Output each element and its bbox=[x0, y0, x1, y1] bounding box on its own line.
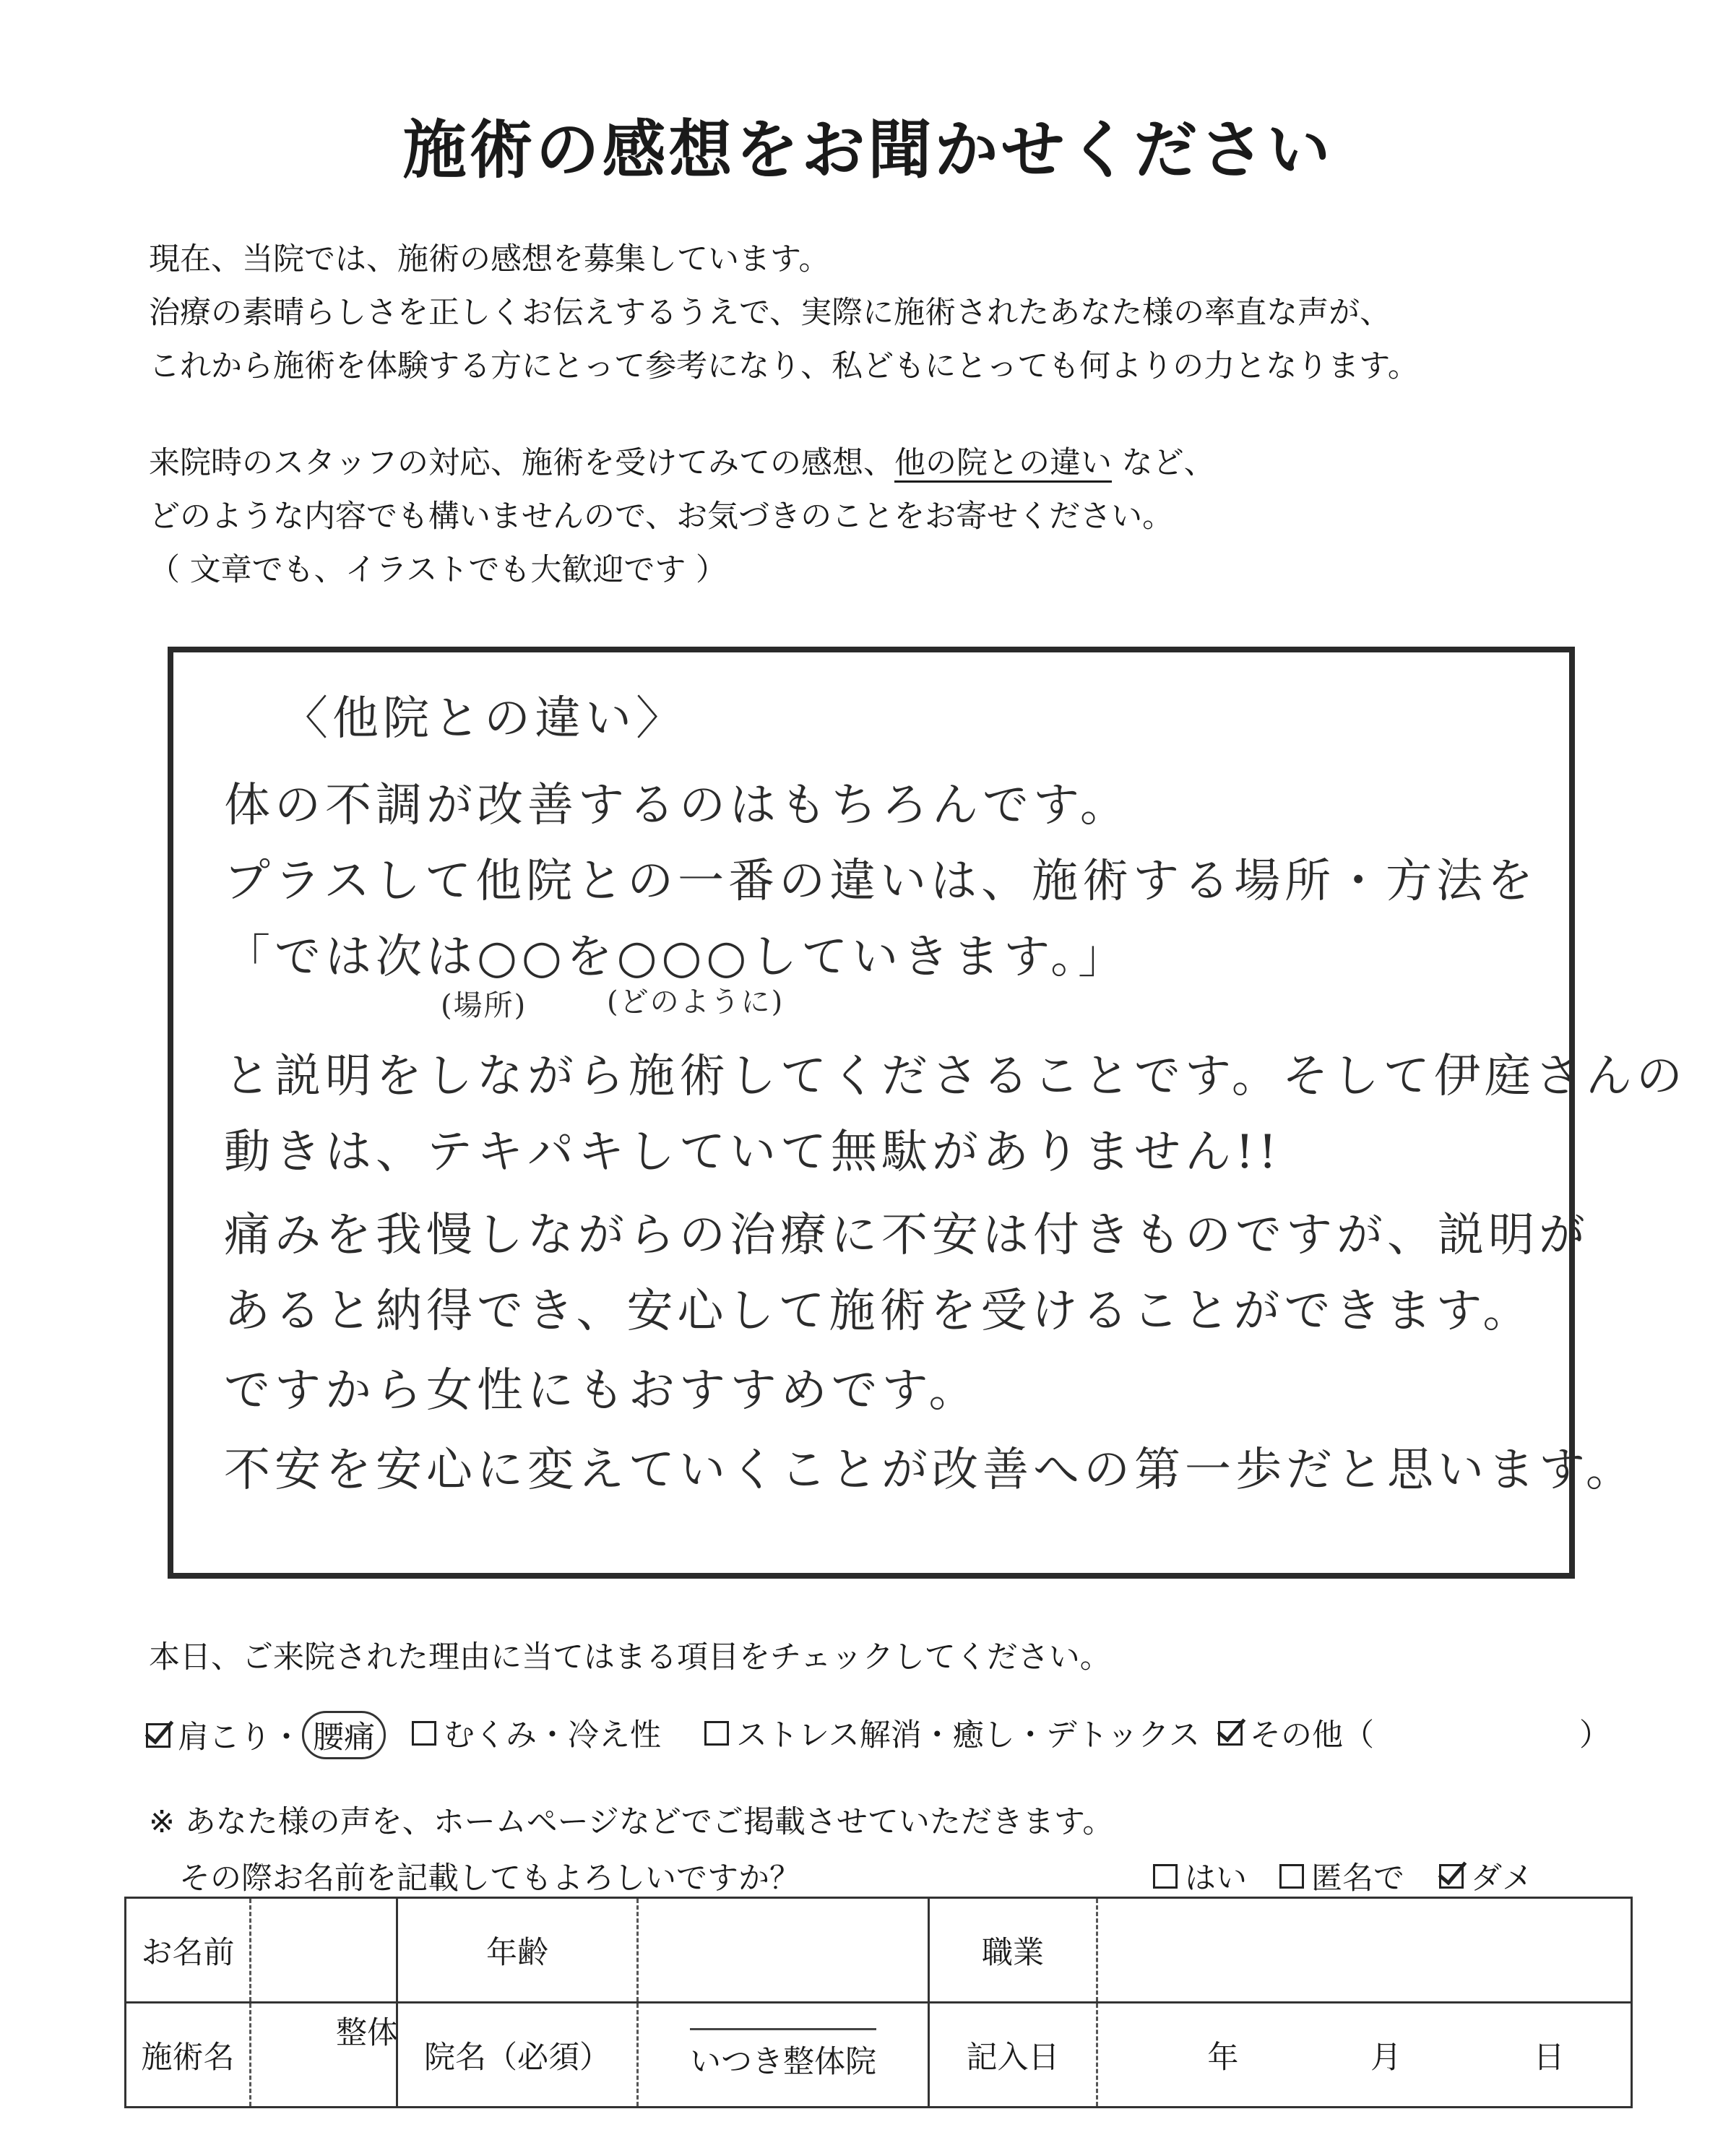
page-title: 施術の感想をお聞かせください bbox=[402, 113, 1334, 187]
checkbox-checked-icon[interactable] bbox=[1218, 1721, 1243, 1746]
checkbox-icon[interactable] bbox=[1153, 1864, 1178, 1889]
checkbox-icon[interactable] bbox=[704, 1721, 729, 1746]
comment-note-how: (どのように) bbox=[607, 985, 785, 1019]
job-label: 職業 bbox=[929, 1898, 1097, 2003]
reason-option-swelling[interactable] bbox=[412, 1711, 661, 1755]
clinic-value: いつき整体院 bbox=[690, 2028, 876, 2082]
checkbox-icon[interactable] bbox=[412, 1721, 436, 1746]
comment-line: ですから女性にもおすすめです。 bbox=[224, 1364, 980, 1418]
comment-line: 「では次は○○を○○○していきます。」 bbox=[224, 931, 1129, 984]
reason-option-other[interactable] bbox=[1218, 1711, 1374, 1755]
intro-line-4 bbox=[149, 436, 1215, 490]
reason-prompt: 本日、ご来院された理由に当てはまる項目をチェックしてください。 bbox=[149, 1639, 1111, 1675]
reason-checkbox-row bbox=[0, 1711, 1736, 1754]
name-field[interactable] bbox=[251, 1898, 397, 2003]
publish-note: ※ あなた様の声を、ホームページなどでご掲載させていただきます。 bbox=[149, 1804, 1114, 1840]
reason-option-label: その他（ bbox=[1250, 1717, 1374, 1754]
comment-line: 痛みを我慢しながらの治療に不安は付きものですが、説明が bbox=[224, 1209, 1589, 1262]
checkbox-checked-icon[interactable] bbox=[146, 1723, 170, 1748]
intro-paragraph-1 bbox=[149, 233, 1419, 393]
date-label: 記入日 bbox=[929, 2003, 1097, 2108]
other-close-paren: ） bbox=[1579, 1717, 1610, 1754]
date-day: 日 bbox=[1533, 2039, 1565, 2076]
consent-option-yes[interactable] bbox=[1153, 1854, 1247, 1898]
comment-box bbox=[168, 647, 1687, 1579]
treatment-value: 整体 bbox=[336, 2014, 398, 2051]
date-month: 月 bbox=[1370, 2039, 1402, 2076]
comment-line: 不安を安心に変えていくことが改善への第一歩だと思います。 bbox=[224, 1444, 1636, 1497]
comment-line: あると納得でき、安心して施術を受けることができます。 bbox=[224, 1285, 1534, 1338]
clinic-label: 院名（必須） bbox=[397, 2003, 638, 2108]
checkbox-icon[interactable] bbox=[1279, 1864, 1304, 1889]
comment-line: 体の不調が改善するのはもちろんです。 bbox=[224, 779, 1131, 832]
intro-line-1: 現在、当院では、施術の感想を募集しています。 bbox=[149, 241, 830, 277]
publish-question: その際お名前を記載してもよろしいですか？ bbox=[179, 1860, 800, 1897]
clinic-field[interactable] bbox=[638, 2003, 929, 2108]
reason-option-label: 肩こり・ bbox=[178, 1720, 302, 1756]
intro-line-4-a: 来院時のスタッフの対応、施術を受けてみての感想、 bbox=[149, 445, 894, 481]
info-table bbox=[124, 1897, 1633, 2108]
name-label: お名前 bbox=[126, 1898, 251, 2003]
comment-line: プラスして他院との一番の違いは、施術する場所・方法を bbox=[224, 855, 1538, 908]
intro-line-2: 治療の素晴らしさを正しくお伝えするうえで、実際に施術されたあなた様の率直な声が、 bbox=[149, 295, 1391, 331]
date-field[interactable] bbox=[1097, 2003, 1632, 2108]
comment-line: 動きは、テキパキしていて無駄がありません!! bbox=[224, 1126, 1282, 1179]
comment-line: と説明をしながら施術してくださることです。そして伊庭さんの bbox=[224, 1050, 1687, 1103]
reason-option-label: むくみ・冷え性 bbox=[444, 1717, 661, 1754]
comment-heading: 〈他院との違い〉 bbox=[282, 692, 686, 746]
reason-option-stress[interactable] bbox=[704, 1711, 1200, 1755]
age-label: 年齢 bbox=[397, 1898, 638, 2003]
date-year: 年 bbox=[1207, 2039, 1239, 2076]
reason-option-stiff-shoulder[interactable] bbox=[146, 1711, 386, 1759]
reason-option-label: ストレス解消・癒し・デトックス bbox=[736, 1717, 1200, 1754]
comment-note-place: (場所) bbox=[441, 989, 527, 1022]
job-field[interactable] bbox=[1097, 1898, 1632, 2003]
treatment-field[interactable] bbox=[251, 2003, 397, 2108]
intro-line-4-underlined: 他の院との違い bbox=[894, 445, 1112, 481]
intro-line-4-b: など、 bbox=[1121, 445, 1215, 481]
consent-option-label: ダメ bbox=[1471, 1860, 1533, 1897]
info-row bbox=[126, 2003, 1632, 2108]
consent-option-label: はい bbox=[1185, 1860, 1247, 1897]
checkbox-checked-icon[interactable] bbox=[1439, 1864, 1464, 1889]
age-field[interactable] bbox=[638, 1898, 929, 2003]
intro-line-6: （ 文章でも、イラストでも大歓迎です ） bbox=[149, 552, 727, 588]
intro-line-5: どのような内容でも構いませんので、お気づきのことをお寄せください。 bbox=[149, 499, 1174, 535]
intro-line-3: これから施術を体験する方にとって参考になり、私どもにとっても何よりの力となります。 bbox=[149, 348, 1419, 384]
consent-option-no[interactable] bbox=[1439, 1854, 1533, 1898]
reason-option-circled-label: 腰痛 bbox=[302, 1711, 386, 1759]
intro-paragraph-2 bbox=[149, 436, 1215, 597]
consent-option-anonymous[interactable] bbox=[1279, 1854, 1404, 1898]
info-row bbox=[126, 1898, 1632, 2003]
treatment-label: 施術名 bbox=[126, 2003, 251, 2108]
consent-option-label: 匿名で bbox=[1311, 1860, 1404, 1897]
